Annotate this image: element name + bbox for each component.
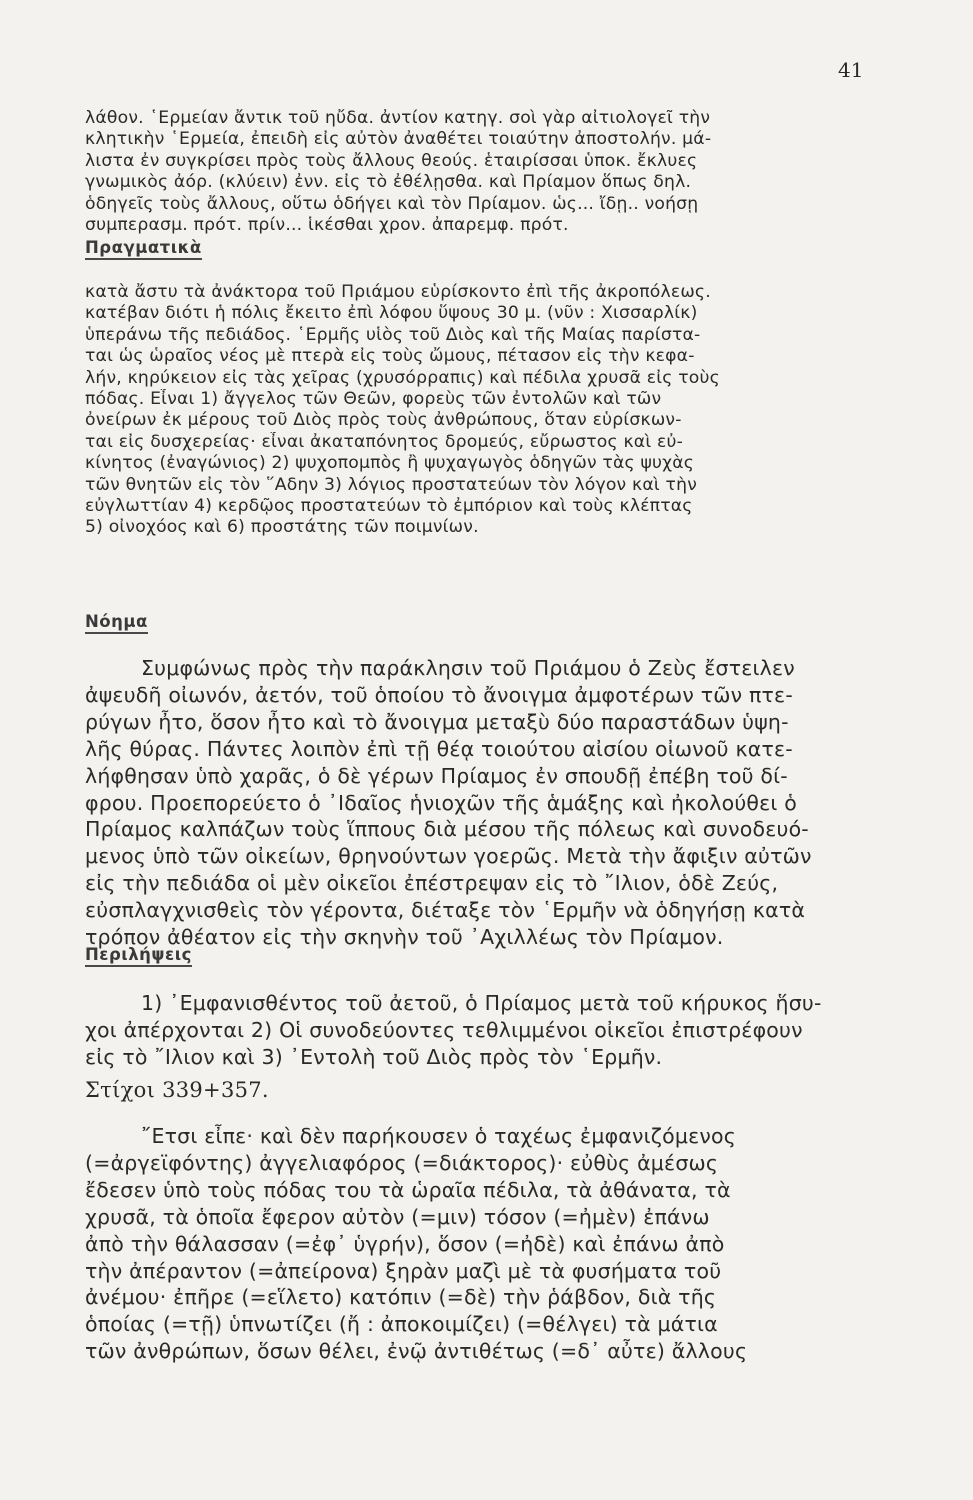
text-line: ἀψευδῆ οἰωνόν, ἀετόν, τοῦ ὁποίου τὸ ἄνοιγμα ἀμφοτέρων τῶν πτε- [85,682,793,707]
section-heading-perilipseis [85,945,192,967]
text-line: ῎Ετσι εἶπε· καὶ δὲν παρήκουσεν ὁ ταχέως ἐμφανιζόμενος [141,1124,737,1148]
text-line: κίνητος (ἐναγώνιος) 2) ψυχοπομπὸς ἢ ψυχαγωγὸς ὁδηγῶν τὰς ψυχὰς [85,453,695,474]
text-line: εἰς τὴν πεδιάδα οἱ μὲν οἰκεῖοι ἐπέστρεψαν εἰς τὸ ῎Ιλιον, ὁδὲ Ζεύς, [85,871,779,896]
text-line: τρόπον ἀθέατον εἰς τὴν σκηνὴν τοῦ ᾿Αχιλλέως τὸν Πρίαμον. [85,925,724,950]
text-line: γνωμικὸς ἀόρ. (κλύειν) ἐνν. εἰς τὸ ἐθέλῃσθα. καὶ Πρίαμον ὅπως δηλ. [85,172,692,193]
text-line: λιστα ἐν συγκρίσει πρὸς τοὺς ἄλλους θεούς. ἑταιρίσσαι ὑποκ. ἔκλυες [85,150,698,171]
page-number: 41 [838,58,864,82]
text-line: χρυσᾶ, τὰ ὁποῖα ἔφερον αὐτὸν (=μιν) τόσον (=ἠμὲν) ἐπάνω [85,1204,710,1229]
heading-underline [85,258,202,260]
text-line: φρου. Προεπορεύετο ὁ ᾿Ιδαῖος ἡνιοχῶν τῆς ἁμάξης καὶ ἠκολούθει ὁ [85,790,798,815]
heading-label: Πραγματικὰ [85,238,202,257]
text-line: λῆς θύρας. Πάντες λοιπὸν ἐπὶ τῇ θέᾳ τοιούτου αἰσίου οἰωνοῦ κατε- [85,736,793,761]
perilipseis-block [85,990,875,1071]
section-heading-noima [85,612,148,634]
text-line: (=ἀργεϊφόντης) ἀγγελιαφόρος (=διάκτορος)· εὐθὺς ἀμέσως [85,1150,719,1175]
text-line: κλητικὴν ῾Ερμεία, ἐπειδὴ εἰς αὐτὸν ἀναθέτει τοιαύτην ἀποστολήν. μά- [85,129,712,150]
text-line: τῶν ἀνθρώπων, ὅσων θέλει, ἐνῷ ἀντιθέτως (=δ᾿ αὖτε) ἄλλους [85,1339,748,1364]
heading-underline [85,965,192,967]
text-line: χοι ἀπέρχονται 2) Οἱ συνοδεύοντες τεθλιμμένοι οἰκεῖοι ἐπιστρέφουν [85,1017,803,1042]
text-line: εἰς τὸ ῎Ιλιον καὶ 3) ᾿Εντολὴ τοῦ Διὸς πρὸς τὸν ῾Ερμῆν. [85,1044,663,1069]
text-line: μενος ὑπὸ τῶν οἰκείων, θρηνούντων γοερῶς. Μετὰ τὴν ἄφιξιν αὐτῶν [85,844,812,869]
heading-underline [85,632,148,634]
text-line: λήφθησαν ὑπὸ χαρᾶς, ὁ δὲ γέρων Πρίαμος ἐν σπουδῇ ἐπέβη τοῦ δί- [85,763,788,788]
text-line: τὴν ἀπέραντον (=ἀπείρονα) ξηρὰν μαζὶ μὲ τὰ φυσήματα τοῦ [85,1258,722,1283]
text-line: πόδας. Εἶναι 1) ἄγγελος τῶν Θεῶν, φορεὺς τῶν ἐντολῶν καὶ τῶν [85,389,662,410]
text-line: ὁδηγεῖς τοὺς ἄλλους, οὕτω ὁδήγει καὶ τὸν Πρίαμον. ὡς... ἴδῃ.. νοήσῃ [85,193,699,214]
text-line: ται εἰς δυσχερείας· εἶναι ἀκαταπόνητος δρομεύς, εὔρωστος καὶ εὐ- [85,431,684,452]
section-heading-pragmatika [85,238,202,260]
heading-label: Περιλήψεις [85,945,192,964]
text-line: κατέβαν διότι ἡ πόλις ἔκειτο ἐπὶ λόφου ὕψους 30 μ. (νῦν : Χισσαρλίκ) [85,303,698,324]
text-line: λήν, κηρύκειον εἰς τὰς χεῖρας (χρυσόρραπις) καὶ πέδιλα χρυσᾶ εἰς τοὺς [85,367,720,388]
text-line: ρύγων ἦτο, ὅσον ἦτο καὶ τὸ ἄνοιγμα μεταξὺ δύο παραστάδων ὑψη- [85,709,789,734]
text-line: ὁποίας (=τῇ) ὑπνωτίζει (ἤ : ἀποκοιμίζει) (=θέλγει) τὰ μάτια [85,1312,718,1337]
text-line: κατὰ ἄστυ τὰ ἀνάκτορα τοῦ Πριάμου εὑρίσκοντο ἐπὶ τῆς ἀκροπόλεως. [85,282,711,302]
verse-range-label: Στίχοι 339+357. [85,1078,269,1102]
pragmatika-block [85,282,875,539]
text-line: 5) οἰνοχόος καὶ 6) προστάτης τῶν ποιμνίων. [85,517,479,538]
text-line: ἔδεσεν ὑπὸ τοὺς πόδας του τὰ ὡραῖα πέδιλα, τὰ ἀθάνατα, τὰ [85,1177,731,1202]
translation-block [85,1123,875,1365]
noima-block [85,655,875,951]
text-line: Συμφώνως πρὸς τὴν παράκλησιν τοῦ Πριάμου ὁ Ζεὺς ἔστειλεν [141,656,795,680]
text-line: ται ὡς ὡραῖος νέος μὲ πτερὰ εἰς τοὺς ὤμους, πέτασον εἰς τὴν κεφα- [85,346,695,367]
text-line: ὑπεράνω τῆς πεδιάδος. ῾Ερμῆς υἱὸς τοῦ Διὸς καὶ τῆς Μαίας παρίστα- [85,324,701,345]
text-line: ἀνέμου· ἐπῆρε (=εἵλετο) κατόπιν (=δὲ) τὴν ῥάβδον, διὰ τῆς [85,1285,717,1310]
glossary-block [85,108,875,236]
text-line: λάθον. ῾Ερμείαν ἄντικ τοῦ ηὔδα. ἀντίον κατηγ. σοὶ γὰρ αἰτιολογεῖ τὴν [85,108,711,128]
text-line: ὀνείρων ἐκ μέρους τοῦ Διὸς πρὸς τοὺς ἀνθρώπους, ὅταν εὑρίσκων- [85,410,682,431]
text-line: Πρίαμος καλπάζων τοὺς ἵππους διὰ μέσου τῆς πόλεως καὶ συνοδευό- [85,817,809,842]
text-line: τῶν θνητῶν εἰς τὸν ῞Αδην 3) λόγιος προστατεύων τὸν λόγον καὶ τὴν [85,474,698,495]
text-line: εὐγλωττίαν 4) κερδῷος προστατεύων τὸ ἐμπόριον καὶ τοὺς κλέπτας [85,496,693,517]
text-line: εὐσπλαγχνισθεὶς τὸν γέροντα, διέταξε τὸν ῾Ερμῆν νὰ ὁδηγήσῃ κατὰ [85,898,806,923]
text-line: 1) ᾿Εμφανισθέντος τοῦ ἀετοῦ, ὁ Πρίαμος μετὰ τοῦ κήρυκος ἥσυ- [141,991,822,1015]
heading-label: Νόημα [85,612,148,631]
text-line: ἀπὸ τὴν θάλασσαν (=ἐφ᾿ ὑγρήν), ὅσον (=ἠδὲ) καὶ ἐπάνω ἀπὸ [85,1231,725,1256]
text-line: συμπερασμ. πρότ. πρίν... ἱκέσθαι χρον. ἀπαρεμφ. πρότ. [85,215,569,236]
